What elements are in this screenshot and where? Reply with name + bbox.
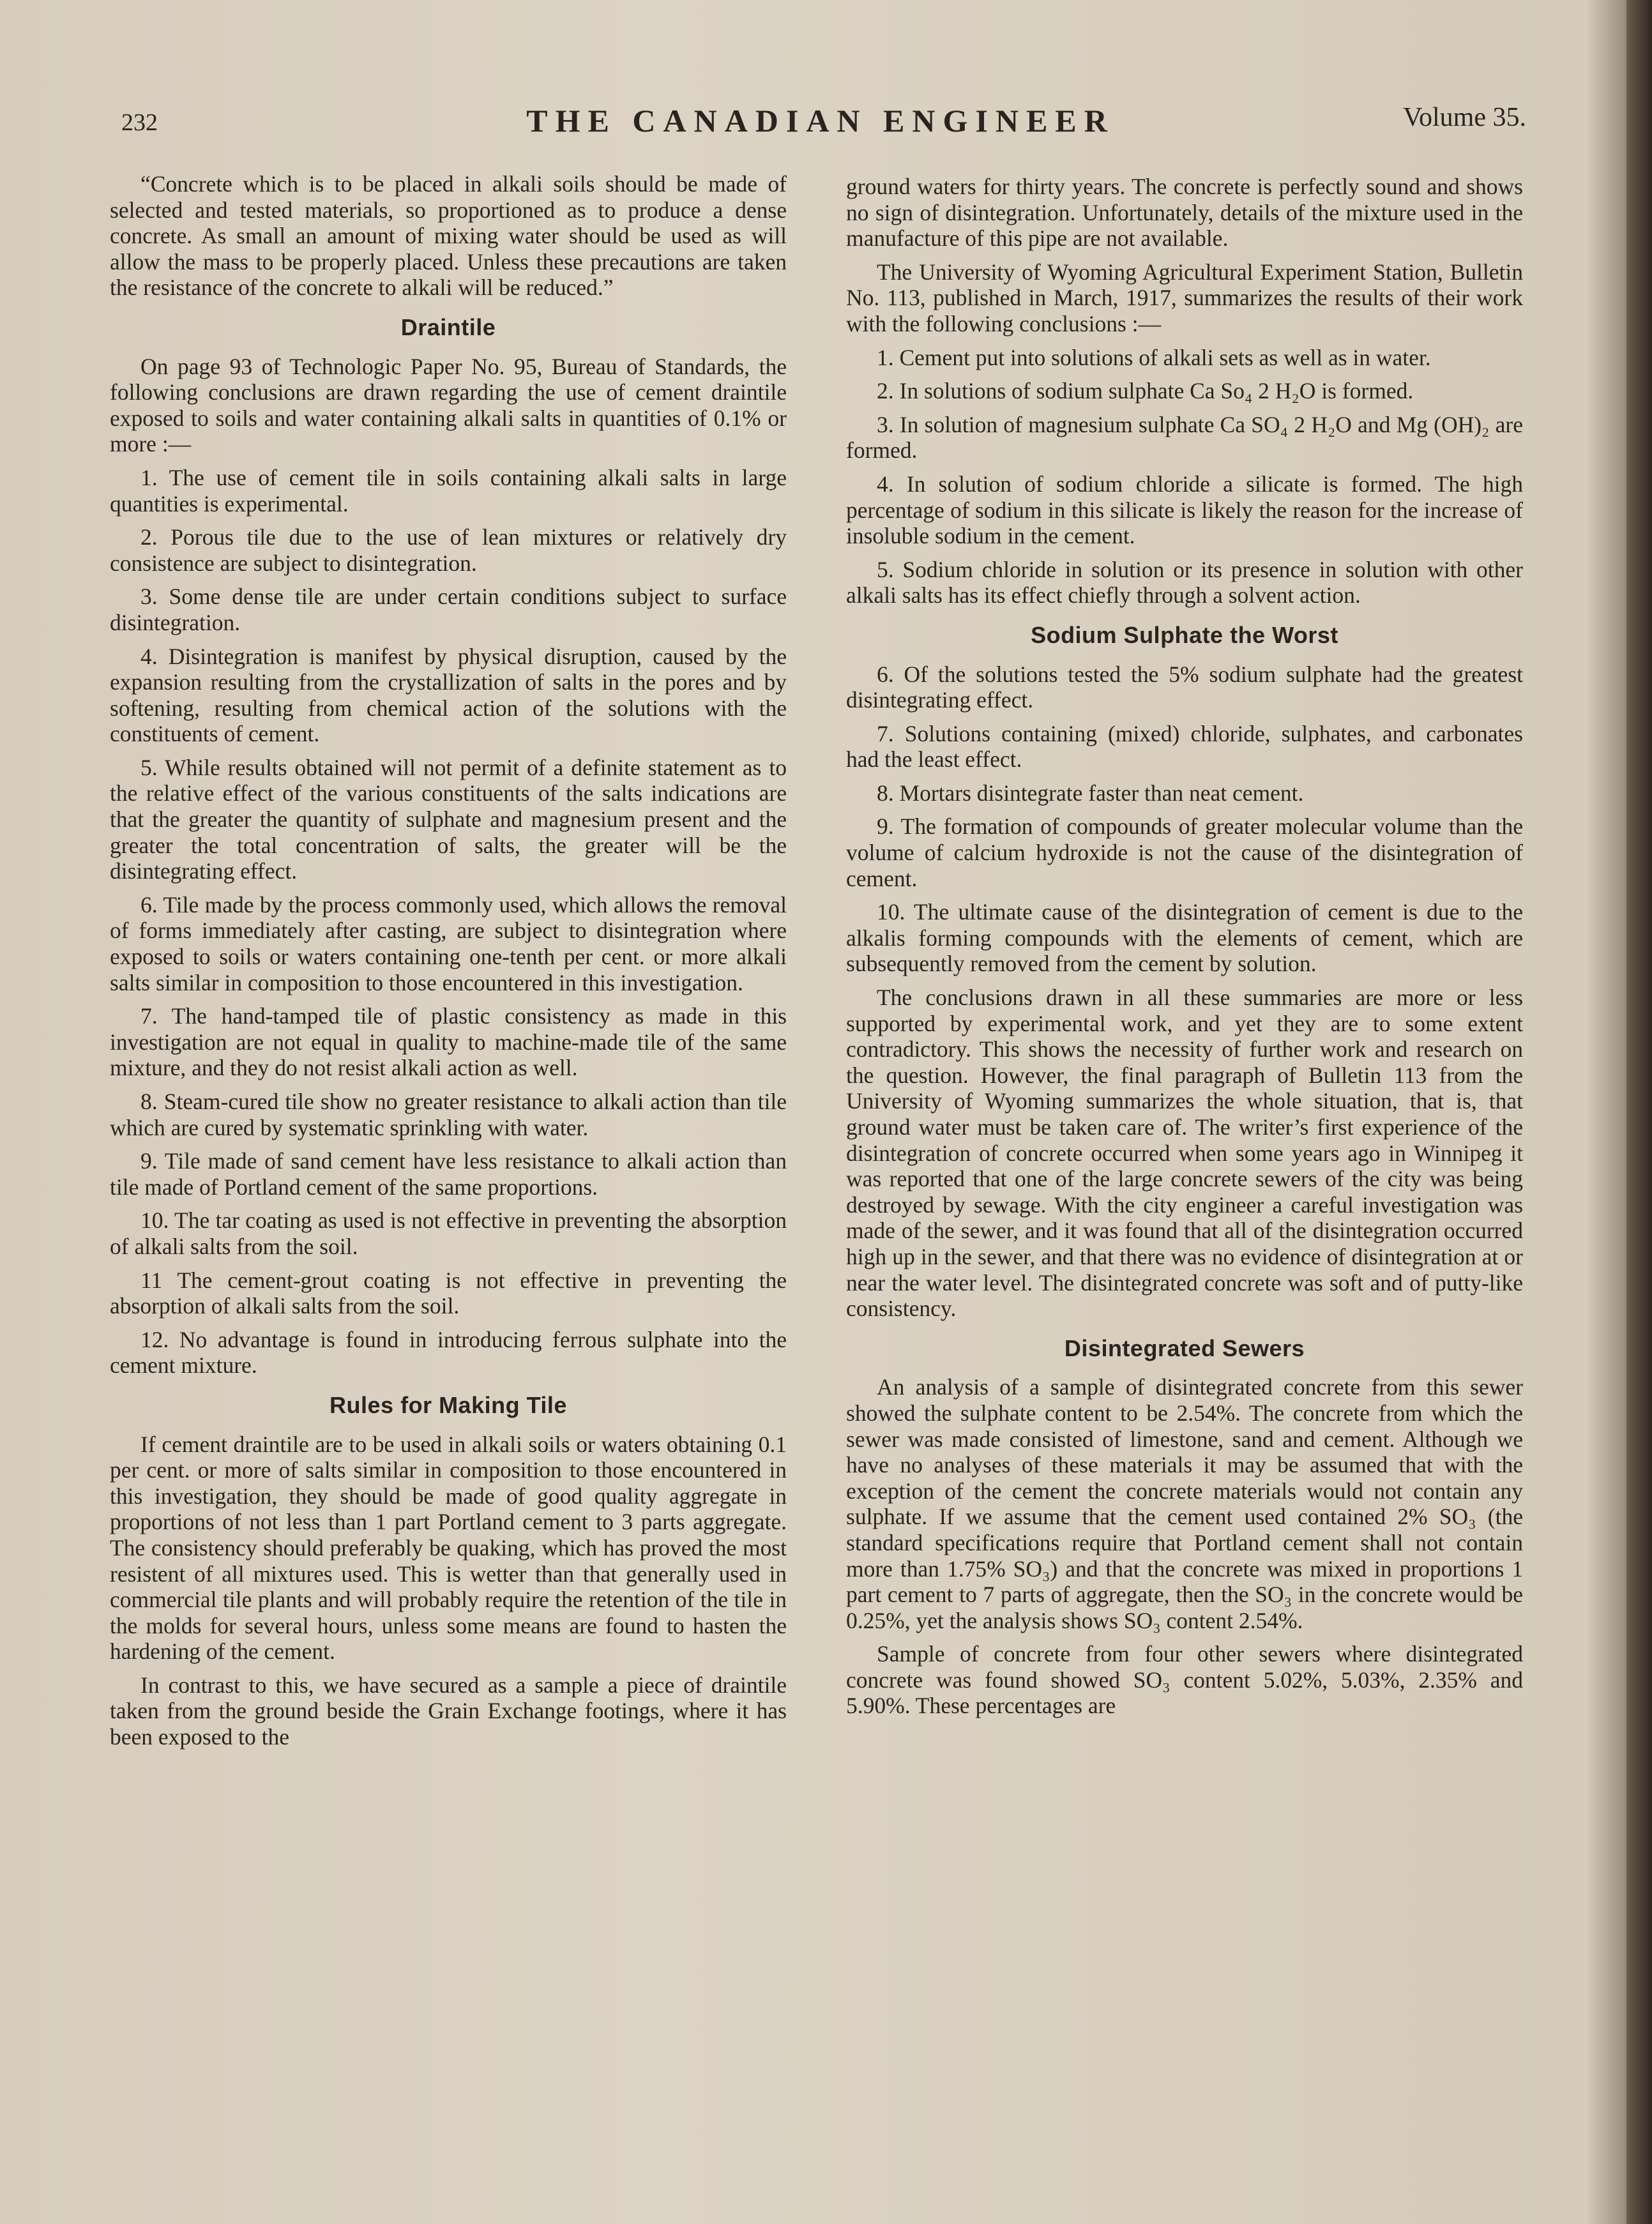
- quote-paragraph: “Concrete which is to be placed in alkali soils should be made of selected and tested materials, so proportioned as to produce a dense concrete. As small an amount of mixing water should be used as will allow the mass to be properly placed. Unless these precautions are taken the resistance of the concrete to alkali will be reduced.”: [110, 171, 787, 301]
- draintile-intro: On page 93 of Technologic Paper No. 95, Bureau of Standards, the following conclusions are drawn regarding the use of cement draintile exposed to soils and water containing alkali salts in quantities of 0.1% or more :—: [110, 353, 787, 457]
- contrast-paragraph: In contrast to this, we have secured as a sample a piece of draintile taken from the ground beside the Grain Exchange footings, where it has been exposed to the: [110, 1672, 787, 1750]
- page-number: 232: [121, 109, 158, 136]
- analysis-paragraph: An analysis of a sample of disintegrated concrete from this sewer showed the sulphate content to be 2.54%. The concrete from which the sewer was made consisted of limestone, sand and cement. Although we have no analyses of these materials it may be assumed that with the exception of the cement the concrete materials would not contain any sulphate. If we assume that the cement used contained 2% SO₃ (the standard specifications require that Portland cement shall not contain more than 1.75% SO₃) and that the concrete was mixed in proportions 1 part cement to 7 parts of aggregate, then the SO₃ in the concrete would be 0.25%, yet the analysis shows SO₃ content 2.54%.: [846, 1374, 1523, 1633]
- list-item: 9. The formation of compounds of greater molecular volume than the volume of calcium hydroxide is not the cause of the disintegration of cement.: [846, 813, 1523, 891]
- page-header: [96, 102, 1545, 140]
- list-item: 10. The ultimate cause of the disintegration of cement is due to the alkalis forming compounds with the elements of cement, which are subsequently removed from the cement by solution.: [846, 899, 1523, 977]
- list-item: 6. Of the solutions tested the 5% sodium sulphate had the greatest disintegrating effect.: [846, 661, 1523, 713]
- section-heading-rules: Rules for Making Tile: [330, 1391, 567, 1418]
- list-item: 5. While results obtained will not permit of a definite statement as to the relative effect of the various constituents of the salts indications are that the greater the quantity of sulphate and magnesium present and the greater the total concentration of salts, the greater will be the disintegrating effect.: [110, 754, 787, 884]
- list-item: 10. The tar coating as used is not effective in preventing the absorption of alkali salts from the soil.: [110, 1207, 787, 1259]
- list-item: 4. Disintegration is manifest by physical disruption, caused by the expansion resulting from the crystallization of salts in the pores and by softening, resulting from chemical action of the solutions with the constituents of cement.: [110, 643, 787, 747]
- list-item: 7. The hand-tamped tile of plastic consistency as made in this investigation are not equal in quality to machine-made tile of the same mixture, and they do not resist alkali action as well.: [110, 1003, 787, 1081]
- conclusions-paragraph: The conclusions drawn in all these summaries are more or less supported by experimental work, and yet they are to some extent contradictory. This shows the necessity of further work and research on the question. However, the final paragraph of Bulletin 113 from the University of Wyoming summarizes the whole situation, that is, that ground water must be taken care of. The writer’s first experience of the disintegration of concrete occurred when some years ago in Winnipeg it was reported that one of the large concrete sewers of the city was being destroyed by sewage. With the city engineer a careful investigation was made of the sewer, and it was found that all of the disintegration occurred high up in the sewer, and that there was no evidence of disintegration at or near the water level. The disintegrated concrete was soft and of putty-like consistency.: [846, 985, 1523, 1322]
- list-item: 1. Cement put into solutions of alkali sets as well as in water.: [877, 344, 1431, 370]
- section-heading-sewers: Disintegrated Sewers: [1064, 1335, 1305, 1361]
- volume-label: Volume 35.: [1403, 103, 1526, 132]
- list-item: 8. Mortars disintegrate faster than neat cement.: [877, 780, 1304, 806]
- list-item: 3. Some dense tile are under certain conditions subject to surface disintegration.: [110, 584, 787, 635]
- list-item: 9. Tile made of sand cement have less resistance to alkali action than tile made of Portland cement of the same proportions.: [110, 1148, 787, 1200]
- binding-edge: [1626, 0, 1652, 2224]
- left-column: [110, 171, 787, 1758]
- continuation-paragraph: ground waters for thirty years. The concrete is perfectly sound and shows no sign of disintegration. Unfortunately, details of the mixture used in the manufacture of this pipe are not available.: [846, 174, 1523, 252]
- sample-paragraph: Sample of concrete from four other sewers where disintegrated concrete was found showed SO₃ content 5.02%, 5.03%, 2.35% and 5.90%. These percentages are: [846, 1641, 1523, 1719]
- wyoming-intro: The University of Wyoming Agricultural Experiment Station, Bulletin No. 113, published in March, 1917, summarizes the results of their work with the following conclusions :—: [846, 259, 1523, 337]
- list-item: 6. Tile made by the process commonly used, which allows the removal of forms immediately after casting, are subject to disintegration where exposed to soils or waters containing one-tenth per cent. or more alkali salts similar in composition to those encountered in this investigation.: [110, 891, 787, 995]
- section-heading-sodium: Sodium Sulphate the Worst: [1031, 621, 1338, 648]
- list-item: 1. The use of cement tile in soils containing alkali salts in large quantities is experimental.: [110, 464, 787, 517]
- list-item: 7. Solutions containing (mixed) chloride, sulphates, and carbonates had the least effect.: [846, 720, 1523, 773]
- list-item: 5. Sodium chloride in solution or its presence in solution with other alkali salts has its effect chiefly through a solvent action.: [846, 556, 1523, 609]
- list-item: 2. Porous tile due to the use of lean mixtures or relatively dry consistence are subject to disintegration.: [110, 524, 787, 576]
- list-item: 2. In solutions of sodium sulphate Ca So₄ 2 H₂O is formed.: [877, 378, 1414, 404]
- list-item: 8. Steam-cured tile show no greater resistance to alkali action than tile which are cured by systematic sprinkling with water.: [110, 1089, 787, 1140]
- rules-paragraph: If cement draintile are to be used in alkali soils or waters obtaining 0.1 per cent. or more of salts similar in composition to those encountered in this investigation, they should be made of good quality aggregate in proportions of not less than 1 part Portland cement to 3 parts aggregate. The consistency should preferably be quaking, which has proved the most resistent of all mixtures used. This is wetter than that generally used in commercial tile plants and will probably require the retention of the tile in the molds for several hours, unless some means are found to hasten the hardening of the cement.: [110, 1431, 787, 1665]
- list-item: 4. In solution of sodium chloride a silicate is formed. The high percentage of sodium in this silicate is likely the reason for the increase of insoluble sodium in the cement.: [846, 471, 1523, 549]
- journal-title: THE CANADIAN ENGINEER: [526, 103, 1115, 139]
- list-item: 11 The cement-grout coating is not effective in preventing the absorption of alkali salts from the soil.: [110, 1267, 787, 1319]
- right-column: [846, 174, 1523, 1727]
- list-item: 12. No advantage is found in introducing ferrous sulphate into the cement mixture.: [110, 1326, 787, 1379]
- list-item: 3. In solution of magnesium sulphate Ca SO₄ 2 H₂O and Mg (OH)₂ are formed.: [846, 411, 1523, 464]
- section-heading-draintile: Draintile: [400, 314, 496, 340]
